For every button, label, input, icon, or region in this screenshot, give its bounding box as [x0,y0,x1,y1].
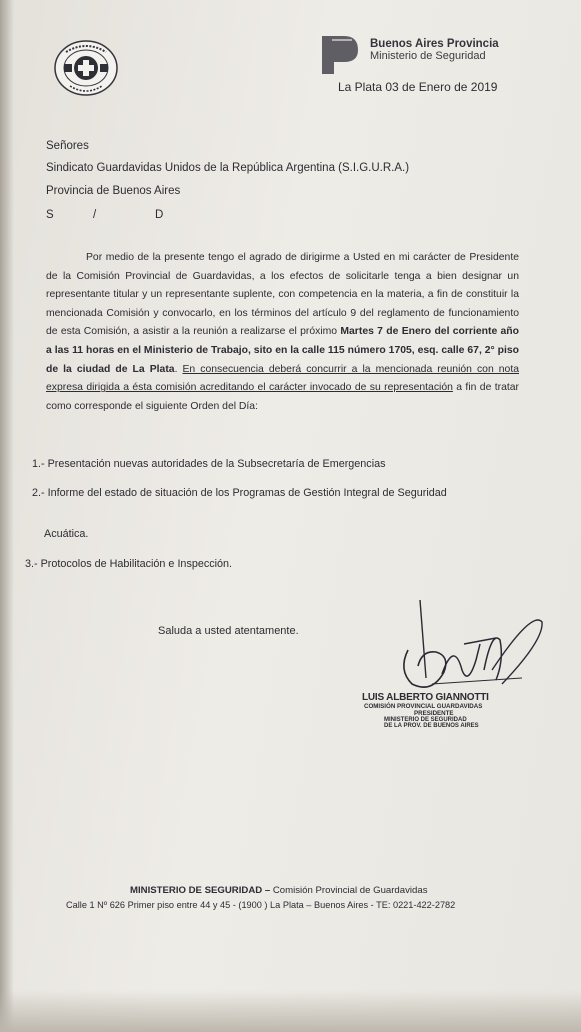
page-shadow-bottom [0,990,581,1032]
agenda-item-1: 1.- Presentación nuevas autoridades de la Subsecretaría de Emergencias [32,458,386,470]
footer-ministry: MINISTERIO DE SEGURIDAD – [130,885,273,896]
guardavidas-logo [52,38,120,98]
stamp-line-4: DE LA PROV. DE BUENOS AIRES [384,723,479,729]
agenda-item-2: 2.- Informe del estado de situación de los Programas de Gestión Integral de Seguridad [32,487,447,499]
page-shadow-left [0,0,14,1032]
closing-line: Saluda a usted atentamente. [158,625,299,637]
footer-org [130,885,428,896]
addressee-org: Sindicato Guardavidas Unidos de la República Argentina (S.I.G.U.R.A.) [46,162,410,174]
letter-date: La Plata 03 de Enero de 2019 [338,80,498,94]
attendance-requirement: En consecuencia deberá concurrir a la mencionada reunión con nota expresa dirigida a ésta comisión acreditando el carácter invocado de su representación [46,363,519,394]
stamp-line-1: COMISIÓN PROVINCIAL GUARDAVIDAS [364,703,483,710]
body-dot: . [174,363,183,375]
stamp-name: LUIS ALBERTO GIANNOTTI [362,692,489,703]
signature-icon [392,600,552,700]
stamp-line-2: PRESIDENTE [414,710,454,717]
org-subtitle: Ministerio de Seguridad [370,50,486,62]
handwritten-signature [392,600,552,700]
signature-stamp [362,692,522,729]
body-end: a fin de tratar como corresponde el siguiente Orden del Día: [46,382,519,412]
addressee-salutation: Señores [46,140,89,152]
addressee-province: Provincia de Buenos Aires [46,185,181,197]
body-paragraph [46,249,519,416]
guardavidas-cross-icon [52,38,120,98]
org-name: Buenos Aires Provincia [370,38,499,50]
pba-p-icon [318,32,360,76]
addressee-slash: / [93,209,97,221]
addressee-s: S [46,209,54,221]
org-header [370,38,499,62]
meeting-details: Martes 7 de Enero del corriente año a las 11 horas en el Ministerio de Trabajo, sito en la calle 115 número 1705, esq. calle 67, 2° piso de la ciudad de La Plata [46,326,520,375]
addressee-d: D [155,209,164,221]
letter-body [46,249,519,416]
pba-logo [318,32,360,76]
agenda-item-3: 3.- Protocolos de Habilitación e Inspección. [25,558,233,570]
footer-commission: Comisión Provincial de Guardavidas [272,885,428,896]
agenda-item-2-cont: Acuática. [44,528,89,540]
body-intro: Por medio de la presente tengo el agrado de dirigirme a Usted en mi carácter de Presidente de la Comisión Provincial de Guardavidas, a los efectos de solicitarle tenga a bien designar un representante titular y un representante suplente, con competencia en la materia, a fin de constituir la mencionada Comisión y convocarlo, en los términos del artículo 9 del reglamento de funcionamiento de esta Comisión, a asistir a la reunión a realizarse el próximo [46,252,519,338]
stamp-line-3: MINISTERIO DE SEGURIDAD [384,717,467,723]
footer-address: Calle 1 Nº 626 Primer piso entre 44 y 45 - (1900 ) La Plata – Buenos Aires - TE: 0221-422-2782 [66,900,456,910]
